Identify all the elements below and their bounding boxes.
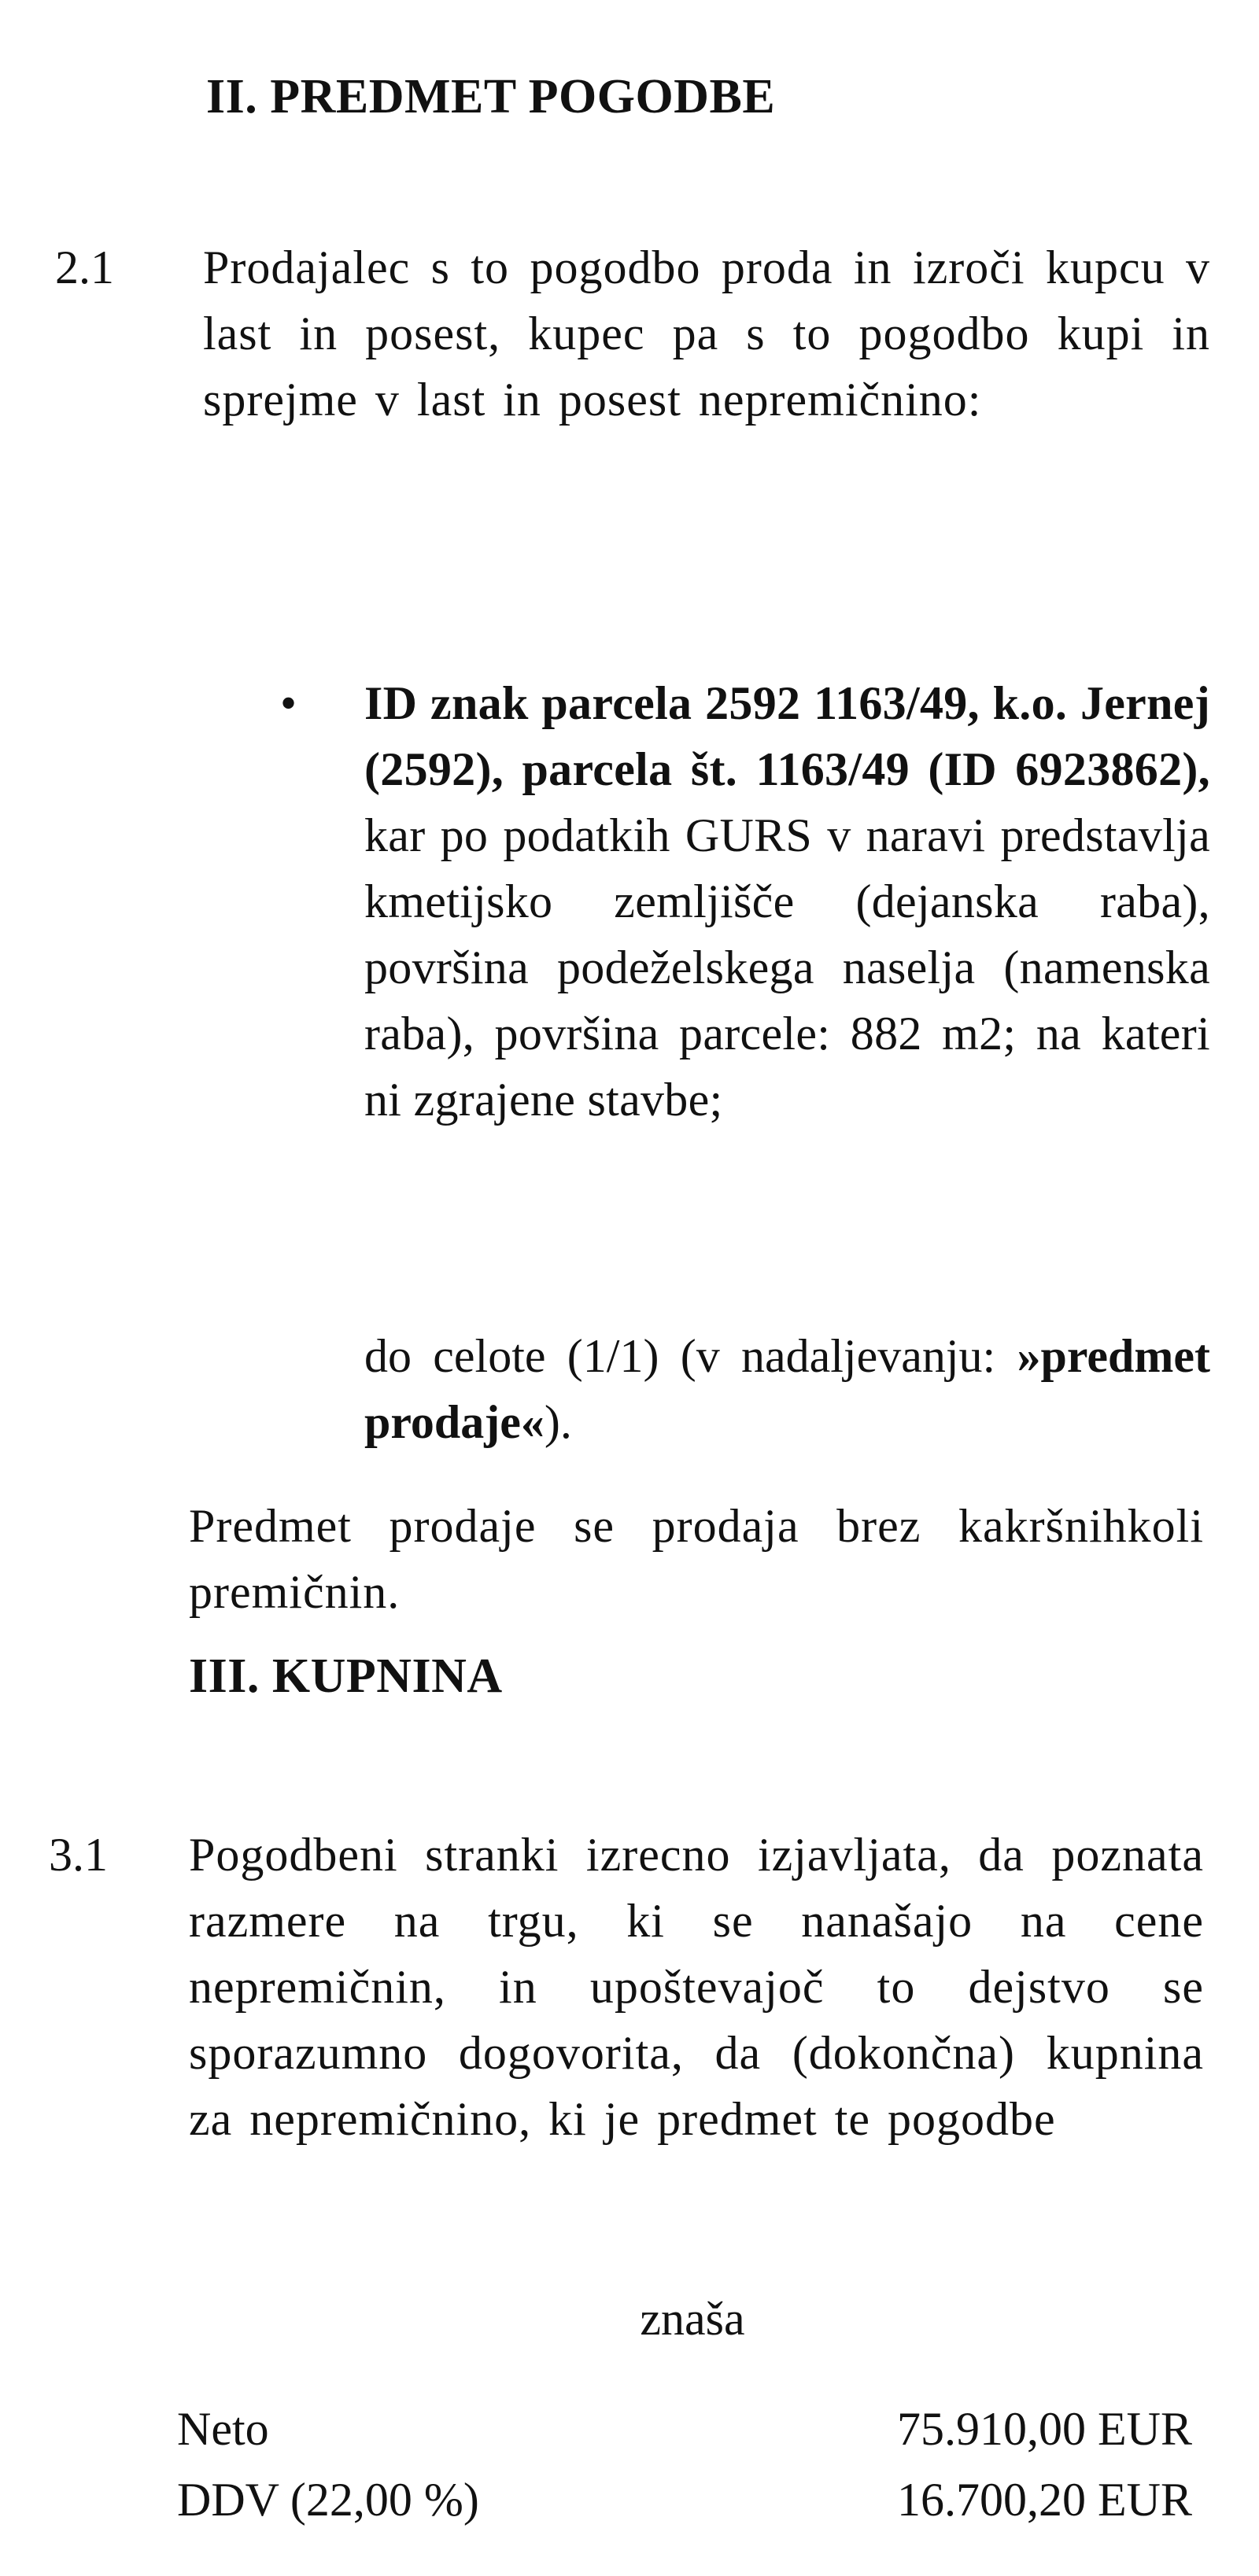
amount-label: DDV (22,00 %) bbox=[177, 2474, 479, 2526]
clause-2-1-text: Prodajalec s to pogodbo proda in izroči kupcu v last in posest, kupec pa s to pogodbo kupi in sprejme v last in posest nepremičnino: bbox=[203, 241, 1210, 426]
no-movables-note: Predmet prodaje se prodaja brez kakršnihkoli premičnin. bbox=[189, 1500, 1204, 1618]
amount-row-ddv bbox=[177, 2467, 1192, 2533]
whole-share-prefix: do celote (1/1) (v nadaljevanju: bbox=[364, 1330, 1017, 1382]
bullet-marker: • bbox=[280, 677, 297, 729]
clause-3-1-text: Pogodbeni stranki izrecno izjavljata, da poznata razmere na trgu, ki se nanašajo na cene nepremičnin, in upoštevajoč to dejstvo se sporazumno dogovorita, da (dokončna) kupnina za nepremičnino, ki je predmet te pogodbe bbox=[189, 1829, 1204, 2145]
amount-value: 75.910,00 EUR bbox=[897, 2403, 1192, 2455]
parcel-description: kar po podatkih GURS v naravi predstavlja kmetijsko zemljišče (dejanska raba), površina podeželskega naselja (namenska raba), površina parcele: 882 m2; na kateri ni zgrajene stavbe; bbox=[364, 809, 1210, 1126]
parcel-bullet-item bbox=[364, 670, 1210, 1133]
whole-share-suffix: ). bbox=[544, 1396, 572, 1448]
section-heading-predmet-pogodbe: II. PREDMET POGODBE bbox=[206, 70, 776, 123]
subject-of-sale-term: »predmet prodaje« bbox=[364, 1330, 1210, 1448]
parcel-id-bold: ID znak parcela 2592 1163/49, k.o. Jernej (2592), parcela št. 1163/49 (ID 6923862), bbox=[364, 677, 1210, 795]
amount-intro: znaša bbox=[640, 2293, 745, 2345]
clause-number-2-1: 2.1 bbox=[55, 241, 114, 293]
whole-share-line bbox=[364, 1323, 1210, 1455]
amount-value: 16.700,20 EUR bbox=[897, 2474, 1192, 2526]
clause-number-3-1: 3.1 bbox=[49, 1829, 108, 1881]
section-heading-kupnina: III. KUPNINA bbox=[189, 1649, 503, 1703]
amount-row-neto bbox=[177, 2396, 1192, 2462]
amount-label: Neto bbox=[177, 2403, 269, 2455]
